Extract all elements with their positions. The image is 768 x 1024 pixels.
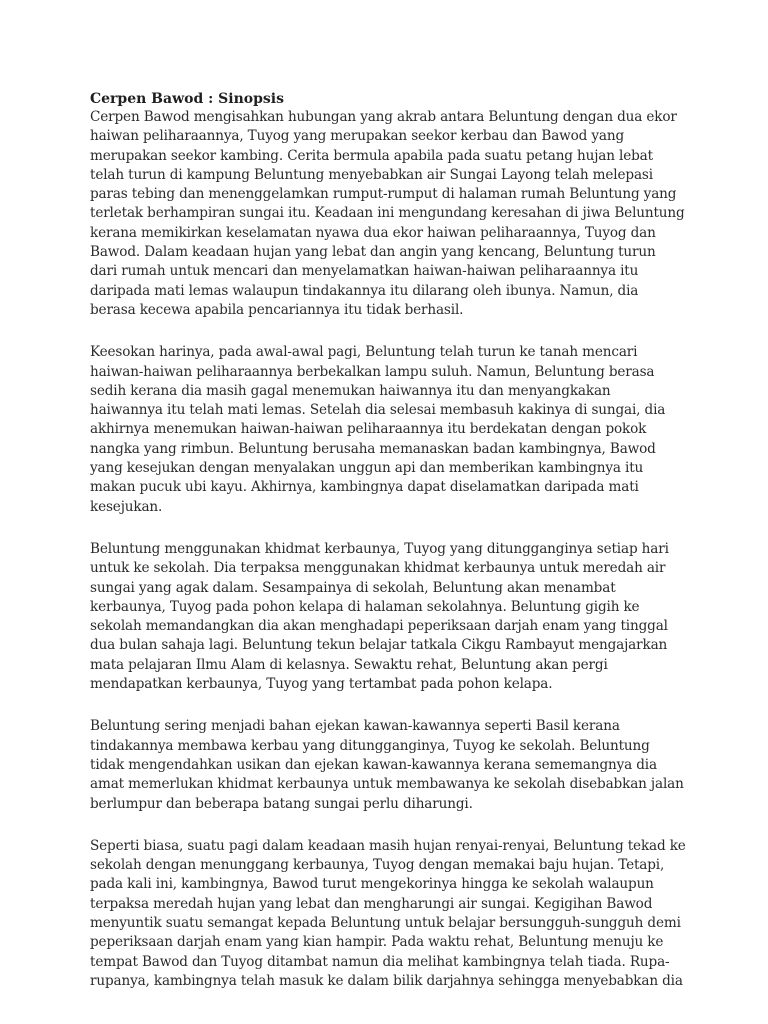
paragraph-1: Cerpen Bawod mengisahkan hubungan yang akrab antara Beluntung dengan dua ekor haiwan peliharaannya, Tuyog yang merupakan seekor kerbau dan Bawod yang merupakan seekor kambing. Cerita bermula apabila pada suatu petang hujan lebat telah turun di kampung Beluntung menyebabkan air Sungai Layong telah melepasi paras tebing dan menenggelamkan rumput-rumput di halaman rumah Beluntung yang terletak berhampiran sungai itu. Keadaan ini mengundang keresahan di jiwa Beluntung kerana memikirkan keselamatan nyawa dua ekor haiwan peliharaannya, Tuyog dan Bawod. Dalam keadaan hujan yang lebat dan angin yang kencang, Beluntung turun dari rumah untuk mencari dan menyelamatkan haiwan-haiwan peliharaannya itu daripada mati lemas walaupun tindakannya itu dilarang oleh ibunya. Namun, dia berasa kecewa apabila pencariannya itu tidak berhasil. [90, 109, 685, 318]
paragraph-2: Keesokan harinya, pada awal-awal pagi, Beluntung telah turun ke tanah mencari haiwan-haiwan peliharaannya berbekalkan lampu suluh. Namun, Beluntung berasa sedih kerana dia masih gagal menemukan haiwannya itu dan menyangkakan haiwannya itu telah mati lemas. Setelah dia selesai membasuh kakinya di sungai, dia akhirnya menemukan haiwan-haiwan peliharaannya itu berdekatan dengan pokok nangka yang rimbun. Beluntung berusaha memanaskan badan kambingnya, Bawod yang kesejukan dengan menyalakan unggun api dan memberikan kambingnya itu makan pucuk ubi kayu. Akhirnya, kambingnya dapat diselamatkan daripada mati kesejukan. [90, 344, 666, 515]
paragraph-3: Beluntung menggunakan khidmat kerbaunya, Tuyog yang ditungganginya setiap hari untuk ke sekolah. Dia terpaksa menggunakan khidmat kerbaunya untuk meredah air sungai yang agak dalam. Sesampainya di sekolah, Beluntung akan menambat kerbaunya, Tuyog pada pohon kelapa di halaman sekolahnya. Beluntung gigih ke sekolah memandangkan dia akan menghadapi peperiksaan darjah enam yang tinggal dua bulan sahaja lagi. Beluntung tekun belajar tatkala Cikgu Rambayut mengajarkan mata pelajaran Ilmu Alam di kelasnya. Sewaktu rehat, Beluntung akan pergi mendapatkan kerbaunya, Tuyog yang tertambat pada pohon kelapa. [90, 540, 669, 693]
paragraph-4: Beluntung sering menjadi bahan ejekan kawan-kawannya seperti Basil kerana tindakannya membawa kerbau yang ditungganginya, Tuyog ke sekolah. Beluntung tidak mengendahkan usikan dan ejekan kawan-kawannya kerana sememangnya dia amat memerlukan khidmat kerbaunya untuk membawanya ke sekolah disebabkan jalan berlumpur dan beberapa batang sungai perlu diharungi. [90, 718, 684, 812]
document-title: Cerpen Bawod : Sinopsis [90, 91, 284, 107]
document-page [90, 90, 686, 1014]
paragraph-5: Seperti biasa, suatu pagi dalam keadaan masih hujan renyai-renyai, Beluntung tekad ke sekolah dengan menunggang kerbaunya, Tuyog dengan memakai baju hujan. Tetapi, pada kali ini, kambingnya, Bawod turut mengekorinya hingga ke sekolah walaupun terpaksa meredah hujan yang lebat dan mengharungi air sungai. Kegigihan Bawod menyuntik suatu semangat kepada Beluntung untuk belajar bersungguh-sungguh demi peperiksaan darjah enam yang kian hampir. Pada waktu rehat, Beluntung menuju ke tempat Bawod dan Tuyog ditambat namun dia melihat kambingnya telah tiada. Rupa-rupanya, kambingnya telah masuk ke dalam bilik darjahnya sehingga menyebabkan dia [90, 837, 686, 989]
